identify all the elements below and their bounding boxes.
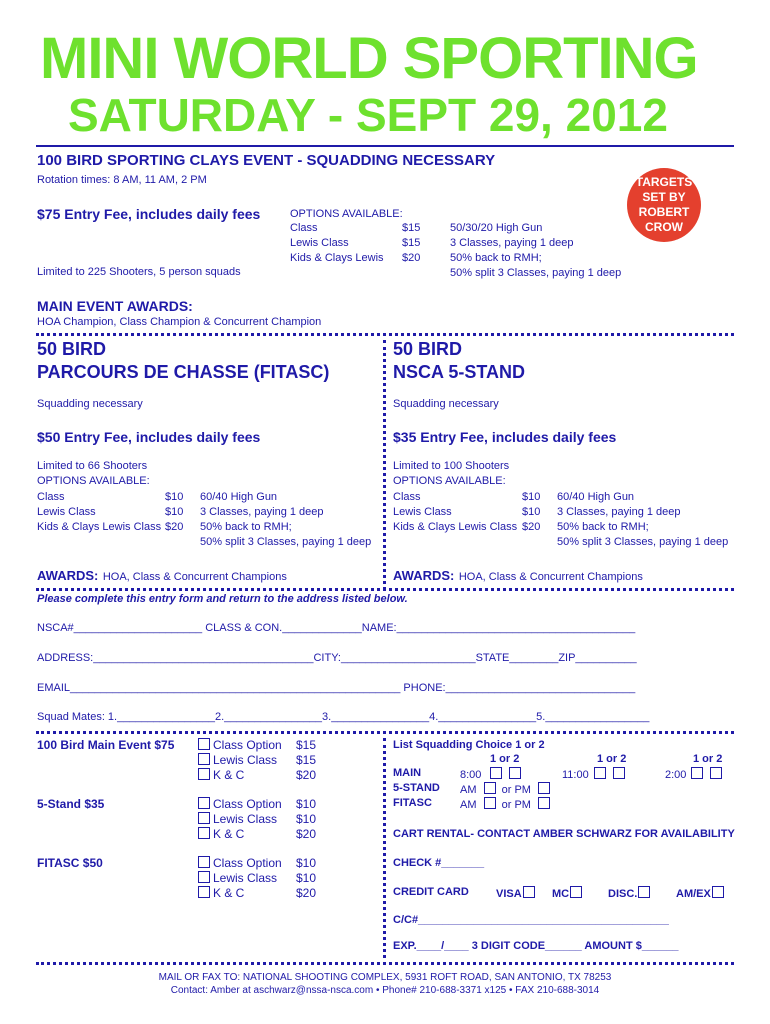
fitasc-squadding: Squadding necessary bbox=[37, 398, 143, 410]
main-entry-fee: $75 Entry Fee, includes daily fees bbox=[37, 206, 261, 222]
col-label: 1 or 2 bbox=[597, 753, 627, 765]
option-price: $10 bbox=[165, 491, 184, 503]
stand-order-options bbox=[198, 797, 282, 842]
checkbox[interactable] bbox=[490, 767, 502, 779]
fitasc-order-prices bbox=[296, 856, 316, 901]
awards-heading: MAIN EVENT AWARDS: bbox=[37, 298, 193, 314]
option-class: Class bbox=[290, 222, 318, 234]
form-line-address[interactable]: ADDRESS:____________________________________CITY:______________________STATE________ZIP__________ bbox=[37, 652, 637, 664]
nsca-prices bbox=[522, 490, 540, 535]
option-row[interactable]: Lewis Class bbox=[198, 753, 282, 768]
nsca-awards bbox=[393, 567, 643, 585]
option-row[interactable]: K & C bbox=[198, 886, 282, 901]
main-order-prices bbox=[296, 738, 316, 783]
fitasc-options-title: OPTIONS AVAILABLE: bbox=[37, 475, 150, 487]
fitasc-prices bbox=[165, 490, 183, 535]
fitasc-limit: Limited to 66 Shooters bbox=[37, 460, 148, 472]
column-divider bbox=[383, 738, 386, 958]
option-note: 50% split 3 Classes, paying 1 deep bbox=[450, 267, 622, 279]
option-price: $20 bbox=[402, 252, 421, 264]
option-note: 50% back to RMH; bbox=[450, 252, 542, 264]
checkbox[interactable] bbox=[198, 797, 210, 809]
main-label: MAIN bbox=[393, 767, 422, 779]
option-note: 60/40 High Gun bbox=[557, 491, 635, 503]
price: $15 bbox=[296, 738, 317, 752]
price: $10 bbox=[296, 797, 317, 811]
checkbox[interactable] bbox=[538, 797, 550, 809]
option-class: Class bbox=[393, 491, 421, 503]
col-label: 1 or 2 bbox=[693, 753, 723, 765]
price: $20 bbox=[296, 886, 317, 900]
main-order-label: 100 Bird Main Event $75 bbox=[37, 738, 175, 752]
column-divider bbox=[383, 340, 386, 590]
amex-option[interactable]: AM/EX bbox=[676, 886, 727, 900]
option-row[interactable]: Class Option bbox=[198, 856, 282, 871]
fitasc-order-label: FITASC $50 bbox=[37, 856, 103, 870]
fitasc-fee: $50 Entry Fee, includes daily fees bbox=[37, 429, 261, 445]
checkbox[interactable] bbox=[523, 886, 535, 898]
divider bbox=[36, 145, 734, 147]
dotted-divider bbox=[36, 962, 734, 965]
option-note: 60/40 High Gun bbox=[200, 491, 278, 503]
price: $10 bbox=[296, 812, 317, 826]
fitasc-subtitle: PARCOURS DE CHASSE (FITASC) bbox=[37, 362, 330, 382]
visa-option[interactable]: VISA bbox=[496, 886, 538, 900]
disc-option[interactable]: DISC. bbox=[608, 886, 653, 900]
main-option-classes bbox=[290, 221, 384, 266]
option-price: $10 bbox=[522, 506, 541, 518]
checkbox[interactable] bbox=[691, 767, 703, 779]
option-price: $10 bbox=[165, 506, 184, 518]
price: $10 bbox=[296, 871, 317, 885]
badge-line: ROBERT bbox=[638, 205, 690, 219]
stand-order-prices bbox=[296, 797, 316, 842]
option-class: Kids & Clays Lewis Class bbox=[37, 521, 162, 533]
page-title: MINI WORLD SPORTING bbox=[40, 26, 698, 91]
option-class: Lewis Class bbox=[37, 506, 96, 518]
badge-line: CROW bbox=[645, 220, 683, 234]
nsca-squadding: Squadding necessary bbox=[393, 398, 499, 410]
option-class: Class bbox=[37, 491, 65, 503]
checkbox[interactable] bbox=[710, 767, 722, 779]
price: $15 bbox=[296, 753, 317, 767]
checkbox[interactable] bbox=[198, 753, 210, 765]
option-note: 50/30/20 High Gun bbox=[450, 222, 543, 234]
option-class: Lewis Class bbox=[290, 237, 349, 249]
option-row[interactable]: Class Option bbox=[198, 738, 282, 753]
option-note: 3 Classes, paying 1 deep bbox=[450, 237, 574, 249]
squad-choice-title: List Squadding Choice 1 or 2 bbox=[393, 739, 545, 751]
price: $20 bbox=[296, 768, 317, 782]
five-stand-label: 5-STAND bbox=[393, 782, 440, 794]
nsca-title: 50 BIRD bbox=[393, 339, 463, 359]
option-row[interactable]: Lewis Class bbox=[198, 812, 282, 827]
option-price: $20 bbox=[522, 521, 541, 533]
option-row[interactable]: Class Option bbox=[198, 797, 282, 812]
option-class: Kids & Clays Lewis Class bbox=[393, 521, 518, 533]
checkbox[interactable] bbox=[198, 768, 210, 780]
price: $20 bbox=[296, 827, 317, 841]
option-note: 50% back to RMH; bbox=[557, 521, 649, 533]
checkbox[interactable] bbox=[198, 886, 210, 898]
option-note: 50% back to RMH; bbox=[200, 521, 292, 533]
fitasc-awards-text: HOA, Class & Concurrent Champions bbox=[102, 571, 287, 583]
dotted-divider bbox=[36, 588, 734, 591]
checkbox[interactable] bbox=[484, 797, 496, 809]
form-line-nsca[interactable]: NSCA#_____________________ CLASS & CON._____________NAME:_______________________________________ bbox=[37, 622, 636, 634]
awards-text: HOA Champion, Class Champion & Concurrent Champion bbox=[37, 316, 322, 328]
checkbox[interactable] bbox=[613, 767, 625, 779]
option-class: Lewis Class bbox=[393, 506, 452, 518]
option-note: 50% split 3 Classes, paying 1 deep bbox=[557, 536, 729, 548]
five-stand-choice: AM or PM bbox=[460, 782, 553, 796]
fitasc-classes bbox=[37, 490, 161, 535]
checkbox[interactable] bbox=[594, 767, 606, 779]
checkbox[interactable] bbox=[570, 886, 582, 898]
nsca-subtitle: NSCA 5-STAND bbox=[393, 362, 526, 382]
stand-order-label: 5-Stand $35 bbox=[37, 797, 105, 811]
mc-option[interactable]: MC bbox=[552, 886, 585, 900]
event-date: SATURDAY - SEPT 29, 2012 bbox=[68, 89, 668, 141]
option-row[interactable]: K & C bbox=[198, 768, 282, 783]
option-class: Kids & Clays Lewis bbox=[290, 252, 384, 264]
option-row[interactable]: K & C bbox=[198, 827, 282, 842]
fitasc-title: 50 BIRD bbox=[37, 339, 107, 359]
targets-badge bbox=[627, 168, 701, 242]
fitasc-awards bbox=[37, 567, 287, 585]
col-label: 1 or 2 bbox=[490, 753, 520, 765]
option-price: $20 bbox=[165, 521, 184, 533]
cc-number-field[interactable]: C/C#_________________________________________ bbox=[393, 914, 669, 926]
nsca-limit: Limited to 100 Shooters bbox=[393, 460, 510, 472]
cart-rental: CART RENTAL- CONTACT AMBER SCHWARZ FOR AVAILABILITY bbox=[393, 828, 735, 840]
form-instructions: Please complete this entry form and return to the address listed below. bbox=[37, 593, 408, 605]
badge-line: SET BY bbox=[642, 190, 686, 204]
form-line-email[interactable]: EMAIL______________________________________________________ PHONE:_______________________________ bbox=[37, 682, 636, 694]
checkbox[interactable] bbox=[198, 738, 210, 750]
checkbox[interactable] bbox=[198, 827, 210, 839]
nsca-options-title: OPTIONS AVAILABLE: bbox=[393, 475, 506, 487]
dotted-divider bbox=[36, 731, 734, 734]
price: $10 bbox=[296, 856, 317, 870]
option-note: 50% split 3 Classes, paying 1 deep bbox=[200, 536, 372, 548]
main-option-notes bbox=[450, 221, 621, 281]
credit-card-label: CREDIT CARD bbox=[393, 886, 469, 898]
form-line-squad[interactable]: Squad Mates: 1.________________2.________________3.________________4.________________5._________________ bbox=[37, 711, 650, 723]
fitasc-notes bbox=[200, 490, 371, 550]
fitasc-order-options bbox=[198, 856, 282, 901]
checkbox[interactable] bbox=[538, 782, 550, 794]
checkbox[interactable] bbox=[712, 886, 724, 898]
option-price: $15 bbox=[402, 222, 421, 234]
checkbox[interactable] bbox=[638, 886, 650, 898]
main-option-prices bbox=[402, 221, 420, 266]
time-8: 8:00 bbox=[460, 767, 524, 781]
option-note: 3 Classes, paying 1 deep bbox=[200, 506, 324, 518]
option-row[interactable]: Lewis Class bbox=[198, 871, 282, 886]
checkbox[interactable] bbox=[198, 856, 210, 868]
nsca-notes bbox=[557, 490, 728, 550]
time-11: 11:00 bbox=[562, 767, 628, 781]
option-note: 3 Classes, paying 1 deep bbox=[557, 506, 681, 518]
main-order-options bbox=[198, 738, 282, 783]
main-event-heading: 100 BIRD SPORTING CLAYS EVENT - SQUADDING NECESSARY bbox=[37, 152, 496, 169]
fitasc-choice-label: FITASC bbox=[393, 797, 432, 809]
main-options-title: OPTIONS AVAILABLE: bbox=[290, 208, 403, 220]
time-2: 2:00 bbox=[665, 767, 725, 781]
option-price: $15 bbox=[402, 237, 421, 249]
footer-address: MAIL OR FAX TO: NATIONAL SHOOTING COMPLEX, 5931 ROFT ROAD, SAN ANTONIO, TX 78253 bbox=[158, 972, 612, 983]
exp-field[interactable]: EXP.____/____ 3 DIGIT CODE______ AMOUNT $______ bbox=[393, 940, 679, 952]
nsca-fee: $35 Entry Fee, includes daily fees bbox=[393, 429, 617, 445]
nsca-awards-label: AWARDS: bbox=[393, 568, 455, 583]
main-limit: Limited to 225 Shooters, 5 person squads bbox=[37, 266, 241, 278]
checkbox[interactable] bbox=[198, 812, 210, 824]
checkbox[interactable] bbox=[509, 767, 521, 779]
dotted-divider bbox=[36, 333, 734, 336]
nsca-classes bbox=[393, 490, 517, 535]
rotation-times: Rotation times: 8 AM, 11 AM, 2 PM bbox=[37, 174, 207, 186]
option-price: $10 bbox=[522, 491, 541, 503]
fitasc-choice: AM or PM bbox=[460, 797, 553, 811]
check-number-field[interactable]: CHECK #_______ bbox=[393, 857, 485, 869]
badge-line: TARGETS bbox=[635, 175, 693, 189]
footer-contact: Contact: Amber at aschwarz@nssa-nsca.com • Phone# 210-688-3371 x125 • FAX 210-688-3014 bbox=[170, 985, 600, 996]
fitasc-awards-label: AWARDS: bbox=[37, 568, 99, 583]
nsca-awards-text: HOA, Class & Concurrent Champions bbox=[458, 571, 643, 583]
checkbox[interactable] bbox=[484, 782, 496, 794]
checkbox[interactable] bbox=[198, 871, 210, 883]
